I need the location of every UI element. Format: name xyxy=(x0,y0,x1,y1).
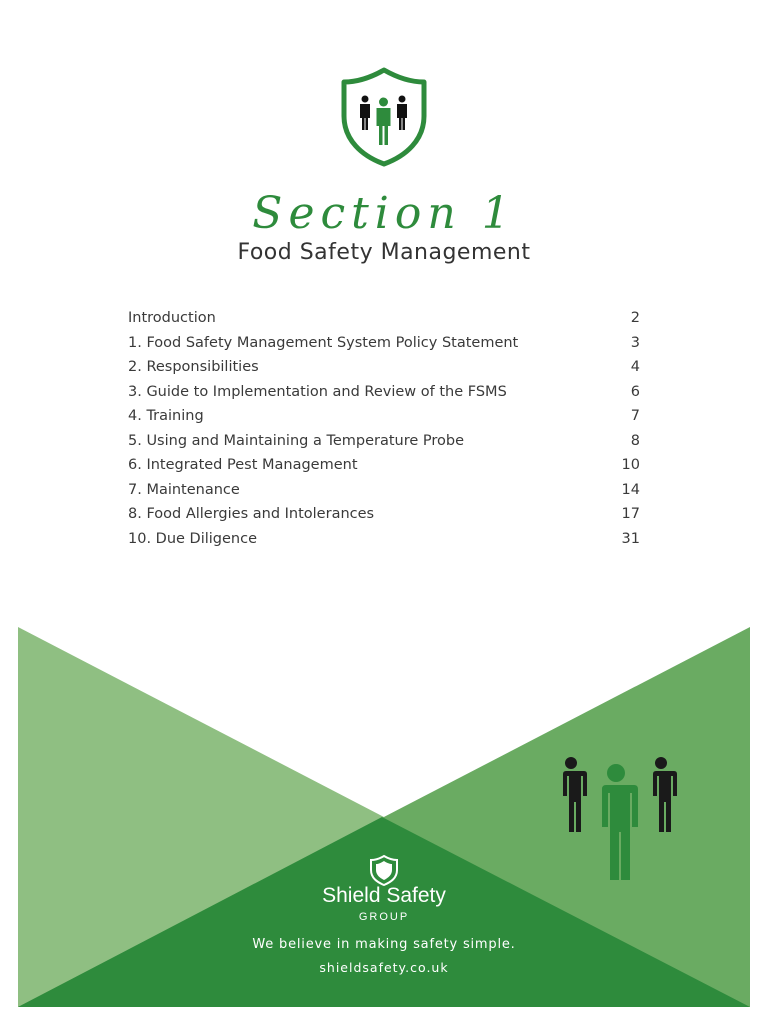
toc-entry-label: 4. Training xyxy=(128,408,204,424)
toc-entry[interactable] xyxy=(128,335,640,360)
toc-entry[interactable] xyxy=(128,408,640,433)
toc-entry-label: 8. Food Allergies and Intolerances xyxy=(128,506,375,522)
toc-entry-page: 7 xyxy=(630,408,640,424)
website-link[interactable]: shieldsafety.co.uk xyxy=(319,960,449,975)
toc-entry[interactable] xyxy=(128,384,640,409)
toc-entry-label: Introduction xyxy=(128,310,216,326)
toc-entry-label: 2. Responsibilities xyxy=(128,359,259,375)
people-group-icon xyxy=(552,754,680,884)
toc-entry[interactable] xyxy=(128,506,640,531)
toc-entry-label: 3. Guide to Implementation and Review of the FSMS xyxy=(128,383,507,400)
toc-entry-label: 1. Food Safety Management System Policy Statement xyxy=(128,334,519,351)
brand-name: Shield Safety xyxy=(322,884,446,907)
toc-entry-label: 5. Using and Maintaining a Temperature Probe xyxy=(128,432,465,449)
toc-entry-page: 14 xyxy=(621,481,640,498)
toc-entry-page: 17 xyxy=(621,506,640,522)
toc-entry[interactable] xyxy=(128,359,640,384)
toc-entry[interactable] xyxy=(128,531,640,556)
toc-entry[interactable] xyxy=(128,433,640,458)
table-of-contents xyxy=(128,310,640,555)
toc-entry-page: 8 xyxy=(630,432,640,449)
section-number: Section 1 xyxy=(252,188,516,239)
toc-entry-label: 6. Integrated Pest Management xyxy=(128,457,358,473)
shield-people-icon xyxy=(336,66,432,168)
section-title: Food Safety Management xyxy=(237,240,531,265)
toc-entry-page: 3 xyxy=(630,334,640,351)
toc-entry[interactable] xyxy=(128,457,640,482)
toc-entry-page: 2 xyxy=(630,310,640,326)
toc-entry-page: 6 xyxy=(630,383,640,400)
tagline: We believe in making safety simple. xyxy=(252,937,516,952)
brand-subtitle: GROUP xyxy=(358,911,410,923)
shield-icon xyxy=(368,854,400,886)
toc-entry-page: 4 xyxy=(630,359,640,375)
toc-entry-label: 10. Due Diligence xyxy=(128,530,258,547)
toc-entry-page: 31 xyxy=(621,530,640,547)
toc-entry[interactable] xyxy=(128,482,640,507)
toc-entry-page: 10 xyxy=(621,457,640,473)
toc-entry-label: 7. Maintenance xyxy=(128,481,240,498)
toc-entry[interactable] xyxy=(128,310,640,335)
